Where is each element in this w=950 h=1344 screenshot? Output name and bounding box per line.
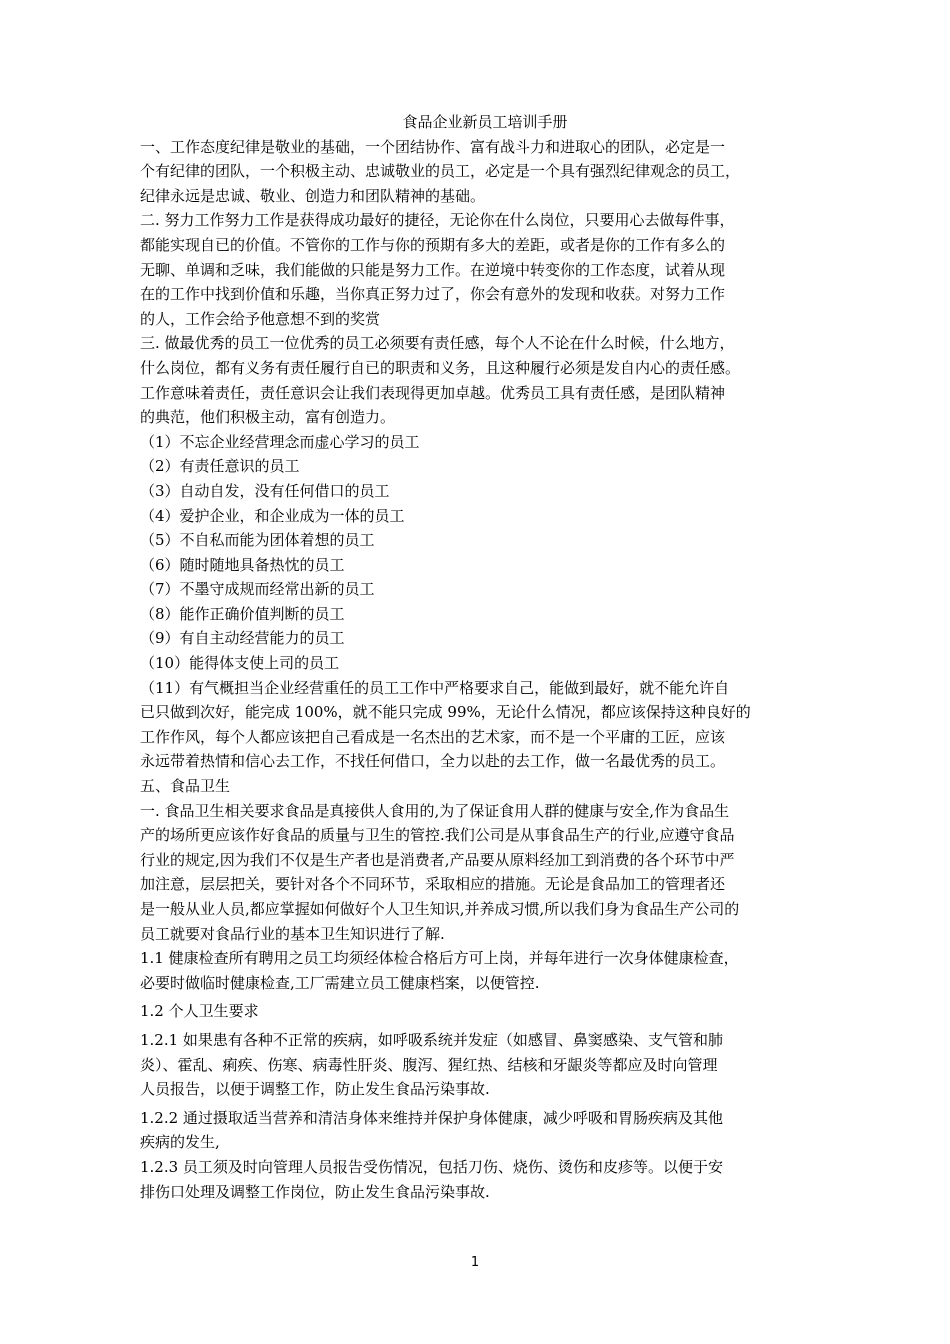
text-line: 炎）、霍乱、痢疾、伤寒、病毒性肝炎、腹泻、猩红热、结核和牙龈炎等都应及时向管理 bbox=[140, 1055, 718, 1074]
text-line: 产的场所更应该作好食品的质量与卫生的管控.我们公司是从事食品生产的行业,应遵守食品 bbox=[140, 826, 735, 845]
list-item: （6）随时随地具备热忱的员工 bbox=[140, 555, 345, 574]
text-line: 一. 食品卫生相关要求食品是真接供人食用的,为了保证食用人群的健康与安全,作为食品生 bbox=[140, 801, 730, 820]
list-item: （8）能作正确价值判断的员工 bbox=[140, 604, 345, 623]
text-line: 个有纪律的团队，一个积极主动、忠诚敬业的员工，必定是一个具有强烈纪律观念的员工， bbox=[140, 162, 741, 181]
text-line: 的人，工作会给予他意想不到的奖赏 bbox=[140, 309, 381, 328]
text-line: 一、工作态度纪律是敬业的基础，一个团结协作、富有战斗力和进取心的团队，必定是一 bbox=[140, 137, 726, 156]
text-line: 行业的规定,因为我们不仅是生产者也是消费者,产品要从原料经加工到消费的各个环节中严 bbox=[140, 850, 735, 869]
section-heading: 五、食品卫生 bbox=[140, 777, 231, 796]
list-item: （9）有自主动经营能力的员工 bbox=[140, 629, 345, 648]
list-item: （7）不墨守成规而经常出新的员工 bbox=[140, 580, 375, 599]
subsection-heading: 1.2 个人卫生要求 bbox=[140, 1002, 259, 1021]
text-line: 已只做到次好，能完成 100%，就不能只完成 99%，无论什么情况，都应该保持这种良好的 bbox=[140, 703, 751, 722]
list-item: （2）有责任意识的员工 bbox=[140, 457, 300, 476]
text-line: 1.2.3 员工须及时向管理人员报告受伤情况，包括刀伤、烧伤、烫伤和皮疹等。以便于安 bbox=[140, 1157, 723, 1176]
text-line: 是一般从业人员,都应掌握如何做好个人卫生知识,并养成习惯,所以我们身为食品生产公司的 bbox=[140, 900, 740, 918]
text-line: 员工就要对食品行业的基本卫生知识进行了解. bbox=[140, 924, 445, 943]
text-line: 无聊、单调和乏味，我们能做的只能是努力工作。在逆境中转变你的工作态度，试着从现 bbox=[140, 260, 726, 279]
list-item: （3）自动自发，没有任何借口的员工 bbox=[140, 481, 390, 500]
list-item: （11）有气概担当企业经营重任的员工工作中严格要求自己，能做到最好，就不能允许自 bbox=[140, 678, 730, 697]
document-title: 食品企业新员工培训手册 bbox=[402, 113, 568, 131]
list-item: （10）能得体支使上司的员工 bbox=[140, 654, 340, 673]
text-line: 1.1 健康检查所有聘用之员工均须经体检合格后方可上岗，并每年进行一次身体健康检查， bbox=[140, 949, 739, 968]
document-body bbox=[140, 110, 830, 1204]
page-number: 1 bbox=[470, 1255, 480, 1270]
text-line: 加注意，层层把关，要针对各个不同环节，采取相应的措施。无论是食品加工的管理者还 bbox=[140, 875, 726, 894]
text-line: 必要时做临时健康检查,工厂需建立员工健康档案，以便管控. bbox=[140, 973, 540, 992]
text-line: 永远带着热情和信心去工作，不找任何借口，全力以赴的去工作，做一名最优秀的员工。 bbox=[140, 752, 726, 771]
text-line: 什么岗位，都有义务有责任履行自已的职责和义务，且这种履行必须是发自内心的责任感。 bbox=[140, 358, 741, 377]
text-line: 纪律永远是忠诚、敬业、创造力和团队精神的基础。 bbox=[140, 186, 486, 205]
text-line: 排伤口处理及调整工作岗位，防止发生食品污染事故. bbox=[140, 1182, 490, 1201]
text-line: 工作作风，每个人都应该把自己看成是一名杰出的艺术家，而不是一个平庸的工匠，应该 bbox=[140, 727, 726, 746]
list-item: （1）不忘企业经营理念而虚心学习的员工 bbox=[140, 432, 420, 451]
list-item: （4）爱护企业，和企业成为一体的员工 bbox=[140, 506, 405, 525]
text-line: 二. 努力工作努力工作是获得成功最好的捷径，无论你在什么岗位，只要用心去做每件事， bbox=[140, 211, 735, 230]
text-line: 疾病的发生, bbox=[140, 1133, 220, 1152]
text-line: 的典范，他们积极主动，富有创造力。 bbox=[140, 408, 396, 427]
text-line: 1.2.2 通过摄取适当营养和清洁身体来维持并保护身体健康，减少呼吸和胃肠疾病及其他 bbox=[140, 1108, 723, 1127]
text-line: 人员报告，以便于调整工作，防止发生食品污染事故. bbox=[140, 1080, 490, 1099]
text-line: 工作意味着责任，责任意识会让我们表现得更加卓越。优秀员工具有责任感，是团队精神 bbox=[140, 383, 726, 402]
text-line: 三. 做最优秀的员工一位优秀的员工必须要有责任感，每个人不论在什么时候，什么地方， bbox=[140, 334, 735, 353]
text-line: 1.2.1 如果患有各种不正常的疾病，如呼吸系统并发症（如感冒、鼻窦感染、支气管和肺 bbox=[140, 1030, 723, 1049]
list-item: （5）不自私而能为团体着想的员工 bbox=[140, 531, 375, 550]
text-line: 在的工作中找到价值和乐趣，当你真正努力过了，你会有意外的发现和收获。对努力工作 bbox=[140, 285, 726, 304]
text-line: 都能实现自已的价值。不管你的工作与你的预期有多大的差距，或者是你的工作有多么的 bbox=[140, 235, 726, 254]
